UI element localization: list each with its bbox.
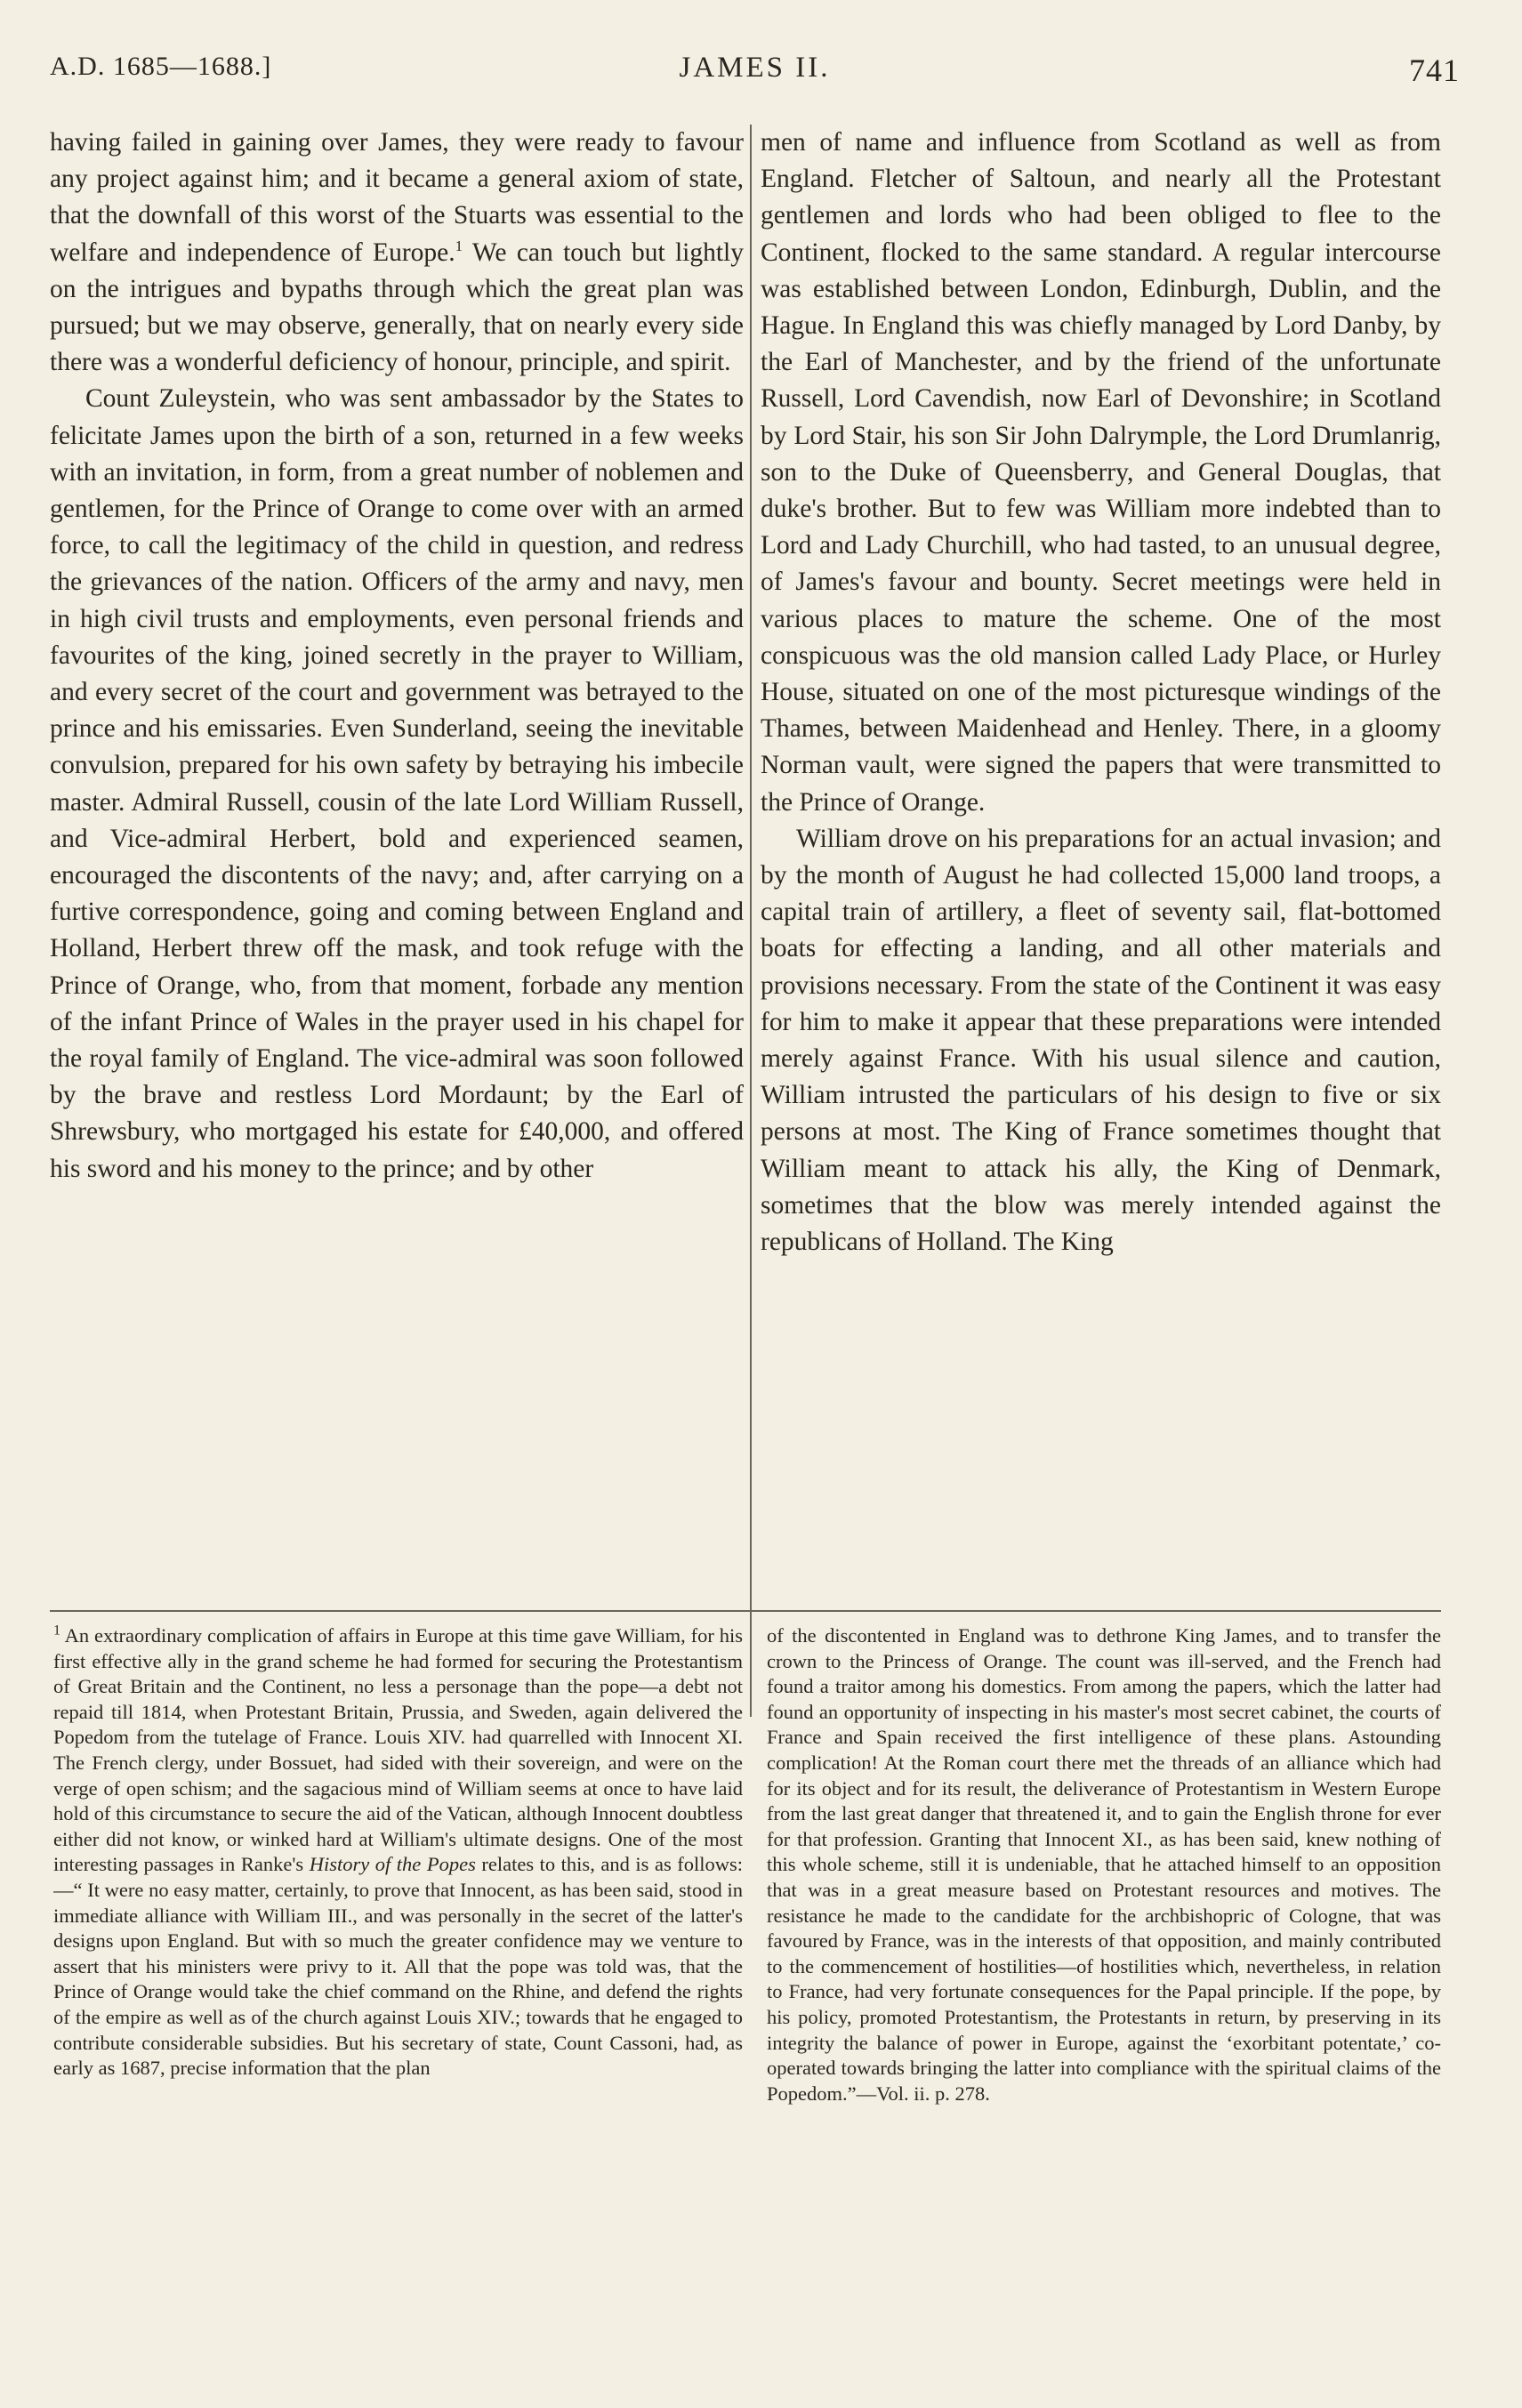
footnote-continued: of the discontented in England was to dethrone King James, and to transfer the crown to the Princess of Orange. The count was ill-served, and the French had found a traitor among his domestics. From among the papers, which the latter had found an opportunity of inspecting in his master's most secret cabinet, the courts of France and Spain received the first intelligence of these plans. Astounding complication! At the Roman court there met the threads of an alliance which had for its object and for its result, the deliverance of Protestantism in Western Europe from the last great danger that threatened it, and to gain the English throne for ever for that profession. Granting that Innocent XI., as has been said, knew nothing of this whole scheme, still it is undeniable, that he attached himself to an opposition that was in a great measure based on Protestant resources and motives. The resistance he made to the candidate for the archbishopric of Cologne, that was favoured by France, was in the interests of that opposition, and mainly contributed to the commencement of hostilities—of hostilities which, nevertheless, in relation to France, had very fortunate consequences for the Papal principle. If the pope, by his policy, promoted Protestantism, the Protestants in return, by preserving in its integrity the balance of power in Europe, against the ‘exorbitant potentate,’ co-operated towards bringing the latter into compliance with the spiritual claims of the Popedom.”—Vol. ii. p. 278.: [767, 1624, 1441, 2105]
footnote-reference[interactable]: 1: [455, 237, 463, 254]
paragraph-text: having failed in gaining over James, they were ready to favour any project against him; and it became a general axiom of state, that the downfall of this worst of the Stuarts was essential to the welfare and independence of Europe.: [50, 128, 744, 267]
left-column: [50, 125, 744, 1588]
paragraph: men of name and influence from Scotland as well as from England. Fletcher of Saltoun, and nearly all the Protestant gentlemen and lords who had been obliged to flee to the Continent, flocked to the same standard. A regular intercourse was established between London, Edinburgh, Dublin, and the Hague. In England this was chiefly managed by Lord Danby, by the Earl of Manchester, and by the friend of the unfortunate Russell, Lord Cavendish, now Earl of Devonshire; in Scotland by Lord Stair, his son Sir John Dalrymple, the Lord Drumlanrig, son to the Duke of Queensberry, and General Douglas, that duke's brother. But to few was William more indebted than to Lord and Lady Churchill, who had tasted, to an unusual degree, of James's favour and bounty. Secret meetings were held in various places to mature the scheme. One of the most conspicuous was the old mansion called Lady Place, or Hurley House, situated on one of the most picturesque windings of the Thames, between Maidenhead and Henley. There, in a gloomy Norman vault, were signed the papers that were transmitted to the Prince of Orange.: [761, 128, 1441, 817]
footnote-mark: 1: [53, 1623, 60, 1639]
page-number: 741: [1409, 52, 1460, 88]
footnote-text: An extraordinary complication of affairs in Europe at this time gave William, for his first effective ally in the grand scheme he had formed for securing the Protestantism of Great Britain and the Continent, no less a personage than the pope—a debt not repaid till 1814, when Protestant Britain, Prussia, and Sweden, again delivered the Popedom from the tutelage of France. Louis XIV. had quarrelled with Innocent XI. The French clergy, under Bossuet, had sided with their sovereign, and were on the verge of open schism; and the sagacious mind of William seems at once to have laid hold of this circumstance to secure the aid of the Vatican, although Innocent doubtless either did not know, or winked hard at William's ultimate designs. One of the most interesting passages in Ranke's: [53, 1624, 743, 1876]
footnote-right-column: [767, 1623, 1441, 2326]
footnote: [53, 1623, 743, 2082]
paragraph: [50, 125, 744, 381]
paragraph: Count Zuleystein, who was sent ambassador by the States to felicitate James upon the birth of a son, returned in a few weeks with an invitation, in form, from a great number of noblemen and gentlemen, for the Prince of Orange to come over with an armed force, to call the legitimacy of the child in question, and redress the grievances of the nation. Officers of the army and navy, men in high civil trusts and employments, even personal friends and favourites of the king, joined secretly in the prayer to William, and every secret of the court and government was betrayed to the prince and his emissaries. Even Sunderland, seeing the inevitable convulsion, prepared for his own safety by betraying his imbecile master. Admiral Russell, cousin of the late Lord William Russell, and Vice-admiral Herbert, bold and experienced seamen, encouraged the discontents of the navy; and, after carrying on a furtive correspondence, going and coming between England and Holland, Herbert threw off the mask, and took refuge with the Prince of Orange, who, from that moment, forbade any mention of the infant Prince of Wales in the prayer used in his chapel for the royal family of England. The vice-admiral was soon followed by the brave and restless Lord Mordaunt; by the Earl of Shrewsbury, who mortgaged his estate for £40,000, and offered his sword and his money to the prince; and by other: [50, 384, 744, 1183]
footnote-text: relates to this, and is as follows:—“ It were no easy matter, certainly, to prove that Innocent, as has been said, stood in immediate alliance with William III., and was personally in the secret of the latter's designs upon England. But with so much the greater confidence may we venture to assert that his ministers were privy to it. All that the pope was told was, that the Prince of Orange would take the chief command on the Rhine, and defend the rights of the empire as well as of the church against Louis XIV.; towards that he engaged to contribute considerable subsidies. But his secretary of state, Count Cassoni, had, as early as 1687, precise information that the plan: [53, 1853, 743, 2080]
running-head-date: A.D. 1685—1688.]: [50, 52, 272, 81]
paragraph: William drove on his preparations for an actual invasion; and by the month of August he had collected 15,000 land troops, a capital train of artillery, a fleet of seventy sail, flat-bottomed boats for effecting a landing, and all other materials and provisions necessary. From the state of the Continent it was easy for him to make it appear that these preparations were intended merely against France. With his usual silence and caution, William intrusted the particulars of his design to five or six persons at most. The King of France sometimes thought that William meant to attack his ally, the King of Denmark, sometimes that the blow was merely intended against the republicans of Holland. The King: [761, 824, 1441, 1257]
footnote-divider: [50, 1610, 1441, 1612]
book-title: History of the Popes: [309, 1853, 476, 1876]
footnote-left-column: [53, 1623, 743, 2326]
paragraph-text: We can touch but lightly on the intrigues and bypaths through which the great plan was pursued; but we may observe, generally, that on nearly every side there was a wonderful deficiency of honour, principle, and spirit.: [50, 238, 744, 377]
running-head-title: JAMES II.: [679, 52, 831, 84]
running-head: [50, 52, 1460, 96]
column-divider: [750, 125, 752, 1717]
right-column: [761, 125, 1441, 1588]
